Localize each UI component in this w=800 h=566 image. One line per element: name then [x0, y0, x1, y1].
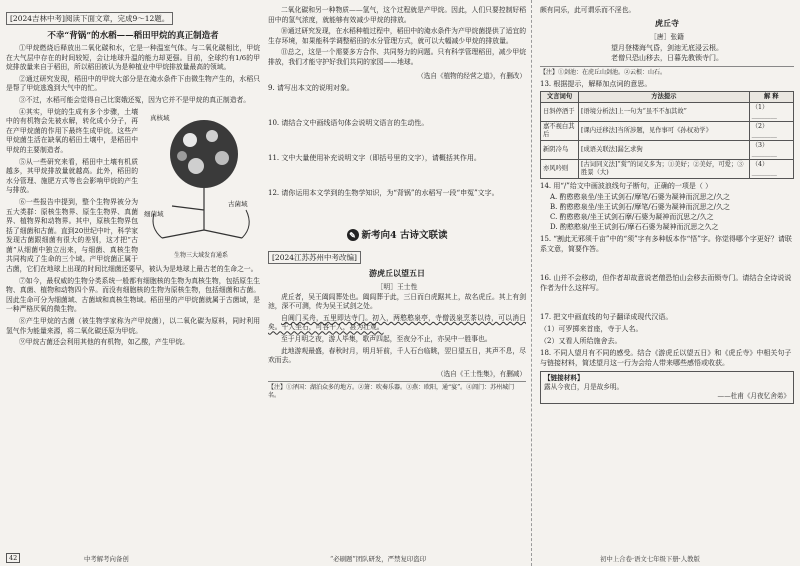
article-paragraph: ⑤从一些研究来看，稻田中土壤有机质越多，其甲烷排放量就越高。此外，稻田的水分管理、施肥方式等也会影响甲烷的产生与排放。 [6, 157, 138, 195]
article-paragraph: ⑨甲烷古菌还会利用其他的有机物，如乙酸，产生甲烷。 [19, 338, 189, 347]
left-column [6, 6, 260, 546]
label-eukarya: 真核域 [150, 113, 170, 122]
question-15: 15. “割此无邪须千亩”中的“须”字有多种版本作“悟”字。你觉得哪个字更好？请联系文意，简要作答。 [540, 235, 792, 254]
prose-paragraph: 颇有同乐，此可谓乐而不淫也。 [540, 6, 636, 14]
pencil-icon: ✎ [347, 229, 359, 241]
answer-cell[interactable]: （4）________ [749, 160, 793, 179]
question-10: 10. 请结合文中画线语句体会说明文语言的生动性。 [268, 118, 429, 127]
answer-space[interactable] [268, 129, 526, 151]
question-9: 9. 请写出本文的说明对象。 [268, 83, 354, 92]
middle-column [268, 6, 526, 546]
prose-source: （选自《王士性集》，有删减） [436, 369, 526, 378]
vocab-table [540, 91, 794, 179]
article-title: 不幸“背锅”的水稻——稻田甲烷的真正制造者 [47, 31, 219, 41]
page-number: 42 [6, 553, 20, 563]
article-paragraph: ⑧产生甲烷的古菌（被生物学家称为产甲烷菌），以二氧化碳为原料，同时利用氢气作为能量来源，将二氧化碳还原为甲烷。 [6, 317, 260, 335]
article-source: （选自《植物的经营之道》，有删改） [417, 71, 526, 80]
section-heading [268, 227, 526, 241]
tree-of-life-figure [142, 110, 260, 262]
table-header: 方法提示 [579, 92, 750, 103]
prose-paragraph: 自阊门买舟，五里即达寺门。初入，两憨憨泉亭，寺僧汲泉烹茶以待，可以消日矣。千人坐石，可容千人，甚为壮观。 [268, 313, 526, 332]
prose-paragraph: 虎丘者，吴王阖闾葬处也。阖闾葬于此，三日而白虎踞其上，故名虎丘。其上有剑池，深不可测，传为吴王试剑之处。 [268, 292, 526, 311]
label-archaea: 古菌域 [228, 199, 248, 208]
option-b[interactable]: B. 酌憨憨泉坐/坐王试剑石/摩笔/石婆为凝神而沉思之/久之 [550, 203, 731, 212]
exam-source-tag: [2024吉林中考]阅读下面文章，完成9～12题。 [6, 12, 173, 25]
question-14: 14. 用“/”给文中画波浪线句子断句，正确的一项是（ ） [540, 182, 713, 191]
table-row: 亦风吟则 [古词同义法]“赏”的词义多为；①美好；②美好，可爱；③胜景（大) （4）________ [541, 160, 794, 179]
answer-cell[interactable]: （2）________ [749, 122, 793, 141]
answer-space[interactable] [268, 94, 526, 116]
option-c[interactable]: C. 酌憨憨泉/坐王试剑石摩/石婆为凝神而沉思之/久之 [550, 213, 714, 222]
article-paragraph: ⑩通过研究发现，在水稻种植过程中，稻田中的淹水条件为产甲烷菌提供了适宜的生存环境，如果能科学调整稻田的水分管理方式，就可以大幅减少甲烷的排放量。 [268, 27, 526, 45]
cell-icon [177, 151, 187, 161]
table-row: 日斜停酒于 [语境分析法]上一句为“虽不不加其故” （1）________ [541, 103, 794, 122]
right-column [540, 6, 794, 546]
article-paragraph: ⑥一些报告中提到，整个生物界被分为五大类群：原核生物界、原生生物界、真菌界、植物界和动物界。其中，原核生物界包括了细菌和古菌。直到20世纪中叶，科学家发现古菌跟细菌有很大的差别，这才把“古菌”从细菌中独立出来，与细菌、真核生物共同构成了生命的三个域。产甲烷菌正属于古菌，它们在地球上出现的时间比细菌还要早，被认为是地球上最古老的生命之一。 [6, 197, 258, 274]
figure-caption: 生物三大域发育通系 [173, 251, 228, 259]
prose-paragraph: 此地游观最盛，春秋时月，明月轩前，千人石台临眺，翌日望五日，其声不息，尽欢而去。 [268, 346, 526, 365]
article-paragraph: ③不过，水稻可能会觉得自己比窦娥还冤，因为它并不是甲烷的真正制造者。 [19, 95, 251, 104]
question-18: 18. 不同人望月有不同的感受。结合《游虎丘以望五日》和《虎丘寺》中相关句子与链接材料，简述望月这一行为会给人带来哪些感悟或收获。 [540, 349, 792, 368]
fold-line [531, 0, 533, 566]
exam-source-tag-2: [2024江苏苏州中考改编] [268, 251, 361, 264]
article-paragraph: ④其实，甲烷的生成有多个步骤，土壤中的有机物会先被水解，转化成小分子，再在产甲烷菌的作用下最终生成甲烷。这些产甲烷菌生活在缺氧的稻田土壤中，是稻田中甲烷的主要制造者。 [6, 107, 138, 154]
poem-line: 望月登楼海气昏，剑池无底浸云根。 [611, 43, 723, 52]
article-paragraph: ②通过研究发现，稻田中的甲烷大部分是在淹水条件下由微生物产生的，水稻只是帮了甲烷逃逸到大气中的忙。 [6, 74, 260, 93]
answer-space[interactable] [540, 255, 794, 271]
footer-middle: “必刷题”团队研发，严禁复印盗印 [330, 555, 427, 563]
link-material-box [540, 371, 794, 404]
question-11: 11. 文中大量使用补充说明文字（即括号里的文字），请概括其作用。 [268, 153, 481, 162]
table-row: 嘉不视白其后 [课内迁移法]当所涉题，见作事可《孙权劝学》 （2）________ [541, 122, 794, 141]
link-material-title: 【链接材料】 [544, 374, 584, 383]
cell-icon [206, 130, 218, 142]
question-12: 12. 请你运用本文学到的生物学知识，为“背锅”的水稻写一段“申冤”文字。 [268, 188, 499, 197]
cell-icon [188, 158, 204, 174]
prose-paragraph: 至于月明之夜，游人毕集，歌声四起，至夜分不止，亦吴中一胜事也。 [281, 334, 492, 343]
prose-notes: 【注】①泽国：湖泊众多的地方。②箫：吹奏乐器。③燕：欧阳，通“宴”。④阊门：苏州城门名。 [268, 381, 526, 401]
prose-author: ［明］王士性 [376, 282, 418, 291]
article-paragraph: ①甲烷燃烧后释放出二氧化碳和水，它是一种温室气体。与二氧化碳相比，甲烷在大气层中存在的时间较短，会让地球升温的能力却更强。目前，全球约有1/6的甲烷排放量来自于稻田，所以稻田被认为是种植业中甲烷排放量最高的领域。 [6, 44, 260, 72]
cell-icon [183, 133, 197, 147]
cell-icon [215, 151, 229, 165]
table-row: 新阴冷鸟 [成语关联法]漏乞求狗 （3）________ [541, 141, 794, 160]
footer-left: 中考解考向备创 [84, 555, 129, 563]
question-16: 16. 山并不会移动，但作者却故意说老僧恐怕山会移去而锁寺门。请结合全诗说说作者为什么这样写。 [540, 274, 792, 293]
option-d[interactable]: D. 酌憨憨泉/坐王试剑石/摩石石婆为凝神而沉思之久之 [550, 223, 719, 232]
table-header: 文言词句 [541, 92, 579, 103]
answer-space[interactable] [268, 164, 526, 186]
tree-diagram [142, 110, 260, 250]
answer-cell[interactable]: （3）________ [749, 141, 793, 160]
article-paragraph: ⑪总之，这是一个需要多方合作、共同努力的问题。只有科学管理稻田，减少甲烷排放，我们才能守护好我们共同的家园——地球。 [268, 48, 526, 66]
question-17: 17. 把文中画直线的句子翻译成现代汉语。 [540, 313, 673, 322]
question-17-item: （2）又看人所给施舍去。 [540, 337, 622, 346]
option-a[interactable]: A. 酌憨憨泉坐/坐王试剑石/摩笔/石婆为凝神而沉思之/久之 [550, 193, 730, 202]
prose-title: 游虎丘以望五日 [369, 267, 425, 278]
poem-author: ［唐］张籍 [650, 32, 684, 41]
label-bacteria: 细菌域 [144, 209, 164, 218]
poem-line: 老僧只恐山移去，日暮先教锁寺门。 [611, 53, 723, 62]
article-paragraph: 二氧化碳和另一种物质——氢气，这个过程就是产甲烷。因此，人们只要控制好稻田中的氢气浓度，就能够有效减少甲烷的排放。 [268, 6, 526, 24]
question-13: 13. 根据提示，解释加点词的意思。 [540, 80, 652, 89]
footer-right: 初中上合卷·语文七年级下册·人教版 [600, 555, 700, 563]
poem-notes: 【注】①剑池：在虎丘山剑池。②云根：山石。 [540, 66, 794, 78]
poem-title: 虎丘寺 [655, 17, 679, 28]
table-header: 解 释 [749, 92, 793, 103]
article-paragraph: ⑦如今，最权威的生物分类系统一般都有细胞核的生物为真核生物，包括原生生物、真菌、植物和动物四个界。而没有细胞核的生物为原核生物，包括细菌和古菌。因此生命可分为细菌域、古菌域和真核生物域。稻田里的产甲烷菌就属于古菌域，是一种严格厌氧的微生物。 [6, 276, 260, 314]
link-material-source: ——杜甫《月夜忆舍弟》 [717, 392, 790, 401]
section-title: 新考向4 古诗文联读 [361, 229, 448, 241]
answer-space[interactable] [268, 199, 526, 221]
question-17-item: （1）可罗掷来首座，寺于人名。 [540, 325, 643, 334]
answer-cell[interactable]: （1）________ [749, 103, 793, 122]
answer-space[interactable] [540, 294, 794, 310]
link-material-text: 露从今夜白，月是故乡明。 [544, 383, 624, 392]
